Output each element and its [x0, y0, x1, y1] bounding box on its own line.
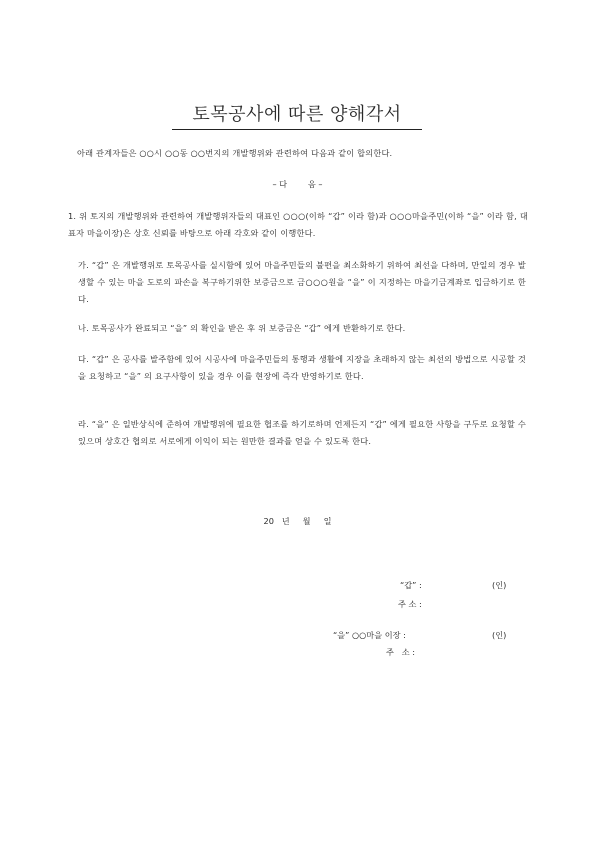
clause-1: 1. 위 토지의 개발행위와 관련하여 개발행위자들의 대표인 ○○○(이하 “갑” 이라 함)과 ○○○마을주민(이하 “을” 이라 함, 대표자 마을이장)은 상호 신뢰를 바탕으로 아래 각호와 같이 이행한다. — [68, 211, 528, 238]
eul-signature-label: “을” ○○마을 이장 : — [333, 630, 406, 640]
gap-signature-label: “갑” : — [400, 580, 422, 590]
date-line: 20 년 월 일 — [263, 516, 332, 526]
gap-address-label: 주 소 : — [398, 599, 422, 609]
document-title: 토목공사에 따른 양해각서 — [172, 100, 422, 130]
clause-item-ra: 라. “을” 은 일반상식에 준하여 개발행위에 필요한 협조를 하기로하며 언제든지 “갑” 에게 필요한 사항을 구두로 요청할 수 있으며 상호간 협의로 서로에게 이익이 되는 원만한 결과를 얻을 수 있도록 한다. — [78, 419, 526, 446]
clause-item-da: 다. “갑” 은 공사를 발주함에 있어 시공사에 마을주민들의 통행과 생활에 지장을 초래하지 않는 최선의 방법으로 시공할 것을 요청하고 “을” 의 요구사항이 있을 경우 이를 현장에 즉각 반영하기로 한다. — [78, 354, 526, 381]
clause-item-na: 나. 토목공사가 완료되고 “을” 의 확인을 받은 후 위 보증금은 “갑” 에게 반환하기로 한다. — [78, 323, 406, 333]
intro-paragraph: 아래 관계자들은 ○○시 ○○동 ○○번지의 개발행위와 관련하여 다음과 같이 합의한다. — [77, 148, 393, 158]
section-divider: – 다 음 – — [272, 179, 323, 189]
gap-seal-mark: (인) — [492, 580, 507, 590]
eul-address-label: 주 소 : — [386, 647, 415, 657]
clause-item-ga: 가. “갑” 은 개발행위로 토목공사를 실시함에 있어 마을주민들의 불편을 최소화하기 위하여 최선을 다하며, 만일의 경우 발생할 수 있는 마을 도로의 파손을 복구하기위한 보증금으로 금○○○원을 “을” 이 지정하는 마을기금계좌로 입금하기로 한다. — [78, 260, 526, 304]
eul-seal-mark: (인) — [492, 630, 507, 640]
